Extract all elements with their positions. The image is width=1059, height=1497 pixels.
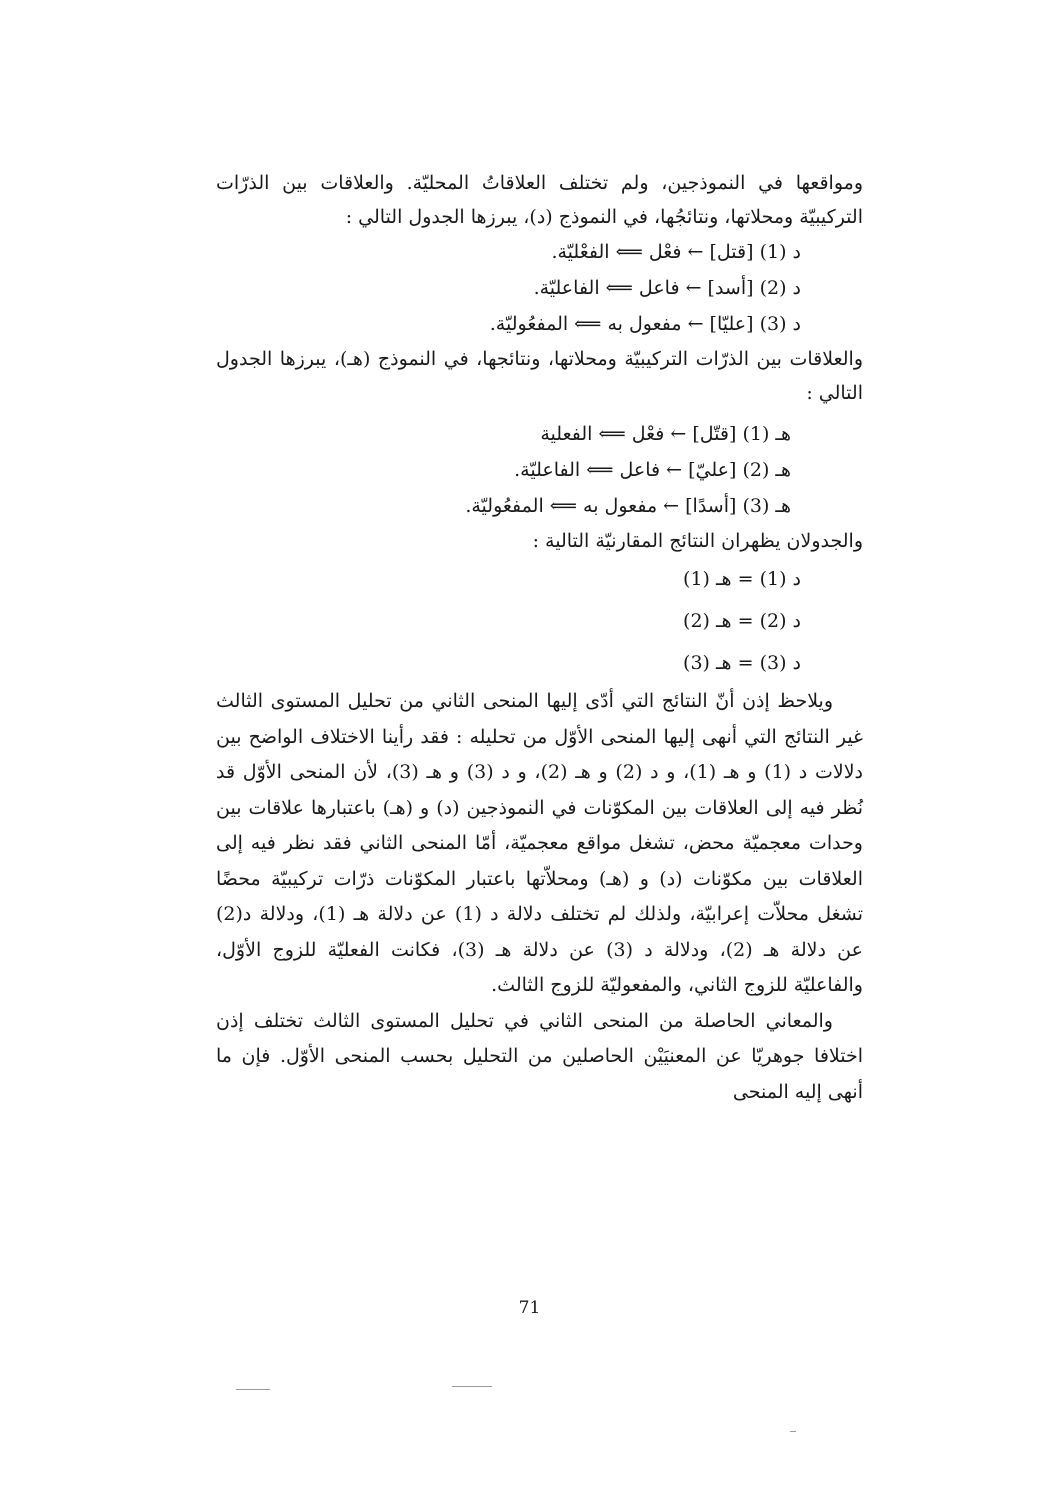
- paragraph-conclusion: والمعاني الحاصلة من المنحى الثاني في تحليل المستوى الثالث تختلف إذن اختلافا جوهريّا عن المعنيَيْن الحاصلين من التحليل بحسب المنحى الأوّل. فإن ما أنهى إليه المنحى: [216, 1009, 863, 1103]
- table-d-row-2: د (2) [أسد] ← فاعل ⟸ الفاعليّة.: [533, 277, 801, 299]
- paragraph-intro: ومواقعها في النموذجين، ولم تختلف العلاقاتُ المحليّة. والعلاقات بين الذرّات التركيبيّة ومحلاتها، ونتائجُها، في النموذج (د)، يبرزها الجدول التالي :: [216, 172, 863, 228]
- comparison-list: [216, 558, 863, 684]
- table-d-row-3: د (3) [عليّا] ← مفعول به ⟸ المفعُوليّة.: [489, 313, 801, 335]
- comparison-row-2: د (2) = هـ (2): [683, 610, 801, 632]
- table-d-row-1: د (1) [قتل] ← فعْل ⟸ الفعْليّة.: [551, 241, 801, 263]
- scan-speck: [236, 1389, 270, 1390]
- paragraph-comparison-intro: والجدولان يظهران النتائج المقارنيّة التالية :: [532, 530, 863, 552]
- page-body: [216, 166, 863, 1110]
- table-h-row-1: هـ (1) [قتّل] ← فعْل ⟸ الفعلية: [540, 423, 791, 445]
- paragraph-model-h: والعلاقات بين الذرّات التركيبيّة ومحلاتها، ونتائجها، في النموذج (هـ)، يبرزها الجدول التالي :: [216, 348, 863, 404]
- scan-speck: [790, 1431, 796, 1432]
- table-model-h: [216, 416, 863, 524]
- scan-speck: [452, 1386, 492, 1387]
- page-number: 71: [518, 1298, 541, 1318]
- paragraph-analysis: ويلاحظ إذن أنّ النتائج التي أدّى إليها المنحى الثاني من تحليل المستوى الثالث غير النتائج التي أنهى إليها المنحى الأوّل من تحليله : فقد رأينا الاختلاف الواضح بين دلالات د (1) و هـ (1)، و د (2) و هـ (2)، و د (3) و هـ (3)، لأن المنحى الأوّل قد نُظر فيه إلى العلاقات بين المكوّنات في النموذجين (د) و (هـ) باعتبارها علاقات بين وحدات معجميّة محض، تشغل مواقع معجميّة، أمّا المنحى الثاني فقد نظر فيه إلى العلاقات بين مكوّنات (د) و (هـ) ومحلاّتها باعتبار المكوّنات ذرّات تركيبيّة محضًا تشغل محلاّت إعرابيّة، ولذلك لم تختلف دلالة د (1) عن دلالة هـ (1)، ودلالة د(2) عن دلالة هـ (2)، ودلالة د (3) عن دلالة هـ (3)، فكانت الفعليّة للزوج الأوّل، والفاعليّة للزوج الثاني، والمفعوليّة للزوج الثالث.: [216, 690, 863, 996]
- table-h-row-2: هـ (2) [عليّ] ← فاعل ⟸ الفاعليّة.: [514, 459, 791, 481]
- comparison-row-3: د (3) = هـ (3): [683, 652, 801, 674]
- comparison-row-1: د (1) = هـ (1): [683, 568, 801, 590]
- table-h-row-3: هـ (3) [أسدًا] ← مفعول به ⟸ المفعُوليّة.: [465, 495, 791, 517]
- table-model-d: [216, 234, 863, 342]
